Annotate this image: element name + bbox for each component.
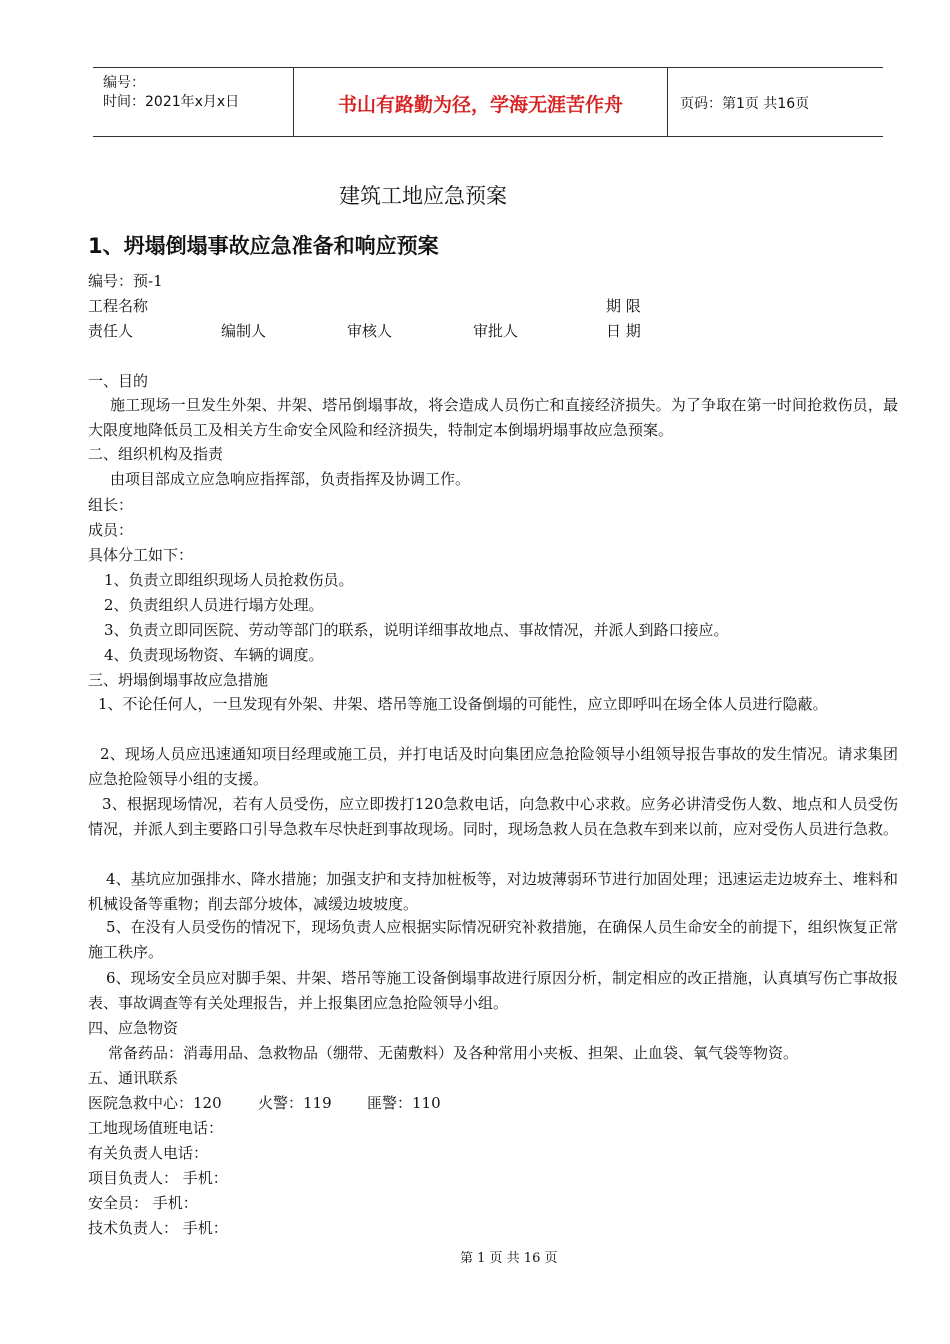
meta-row-1 — [88, 295, 898, 316]
term-label: 期 限 — [606, 297, 641, 315]
duty-2: 2、负责组织人员进行塌方处理。 — [104, 596, 324, 614]
hospital-number: 医院急救中心：120 — [88, 1094, 222, 1112]
measure-5: 5、在没有人员受伤的情况下，现场负责人应根据实际情况研究补救措施，在确保人员生命安全的前提下，组织恢复正常施工秩序。 — [88, 918, 898, 961]
division-label: 具体分工如下： — [88, 546, 194, 564]
leader-label: 组长： — [88, 496, 134, 514]
editor-label: 编制人 — [221, 322, 267, 340]
site-duty-phone: 工地现场值班电话： — [88, 1119, 224, 1137]
header-cell-center — [294, 68, 668, 136]
header-cell-right — [668, 68, 883, 136]
s1-title: 一、目的 — [88, 372, 149, 390]
duty-4: 4、负责现场物资、车辆的调度。 — [104, 646, 324, 664]
measure-1: 1、不论任何人，一旦发现有外架、井架、塔吊等施工设备倒塌的可能性，应立即呼叫在场全体人员进行隐蔽。 — [98, 695, 828, 713]
date-label: 日 期 — [606, 322, 641, 340]
measure-3: 3、根据现场情况，若有人员受伤，应立即拨打120急救电话，向急救中心求救。应务必讲清受伤人数、地点和人员受伤情况，并派人到主要路口引导急救车尽快赶到事故现场。同时，现场急救人员在急救车到来以前，应对受伤人员进行急救。 — [88, 795, 899, 838]
footer-page-text: 第 1 页 共 16 页 — [460, 1251, 558, 1266]
meta-row-2 — [88, 320, 898, 341]
s2-title: 二、组织机构及指责 — [88, 445, 224, 463]
header-page-info: 页码：第1页 共16页 — [680, 96, 810, 112]
fire-number: 火警：119 — [258, 1094, 332, 1112]
section-heading: 1、坍塌倒塌事故应急准备和响应预案 — [88, 234, 439, 258]
s3-title: 三、坍塌倒塌事故应急措施 — [88, 671, 269, 689]
duty-1: 1、负责立即组织现场人员抢救伤员。 — [104, 571, 354, 589]
s4-text: 常备药品：消毒用品、急救物品（绷带、无菌敷料）及各种常用小夹板、担架、止血袋、氧气袋等物资。 — [108, 1044, 799, 1062]
duty-3: 3、负责立即同医院、劳动等部门的联系，说明详细事故地点、事故情况，并派人到路口接应。 — [104, 621, 729, 639]
document-title: 建筑工地应急预案 — [339, 184, 507, 208]
measure-6: 6、现场安全员应对脚手架、井架、塔吊等施工设备倒塌事故进行原因分析，制定相应的改正措施，认真填写伤亡事故报表、事故调查等有关处理报告，并上报集团应急抢险领导小组。 — [88, 969, 898, 1012]
measure-2: 2、现场人员应迅速通知项目经理或施工员，并打电话及时向集团应急抢险领导小组领导报告事故的发生情况。请求集团应急抢险领导小组的支援。 — [88, 745, 898, 788]
header-cell-left — [93, 68, 294, 136]
pm-phone: 项目负责人： 手机： — [88, 1169, 228, 1187]
s5-title: 五、通讯联系 — [88, 1069, 179, 1087]
members-label: 成员： — [88, 521, 134, 539]
page-footer — [0, 1247, 950, 1266]
approver-label: 审批人 — [473, 322, 519, 340]
header-motto: 书山有路勤为径，学海无涯苦作舟 — [337, 94, 623, 116]
header-number-label: 编号： — [103, 75, 145, 91]
s2-text: 由项目部成立应急响应指挥部，负责指挥及协调工作。 — [110, 470, 471, 488]
tech-phone: 技术负责人： 手机： — [88, 1219, 228, 1237]
s1-text: 施工现场一旦发生外架、井架、塔吊倒塌事故，将会造成人员伤亡和直接经济损失。为了争取在第一时间抢救伤员，最大限度地降低员工及相关方生命安全风险和经济损失，特制定本倒塌坍塌事故应急预案。 — [88, 396, 898, 439]
page-header — [93, 67, 883, 137]
header-time: 时间：2021年x月x日 — [103, 94, 240, 110]
leader-phone: 有关负责人电话： — [88, 1144, 209, 1162]
responsible-label: 责任人 — [88, 322, 134, 340]
s4-title: 四、应急物资 — [88, 1019, 179, 1037]
measure-4: 4、基坑应加强排水、降水措施；加强支护和支持加桩板等，对边坡薄弱环节进行加固处理；迅速运走边坡弃土、堆料和机械设备等重物；削去部分坡体，减缓边坡坡度。 — [88, 870, 898, 913]
project-name-label: 工程名称 — [88, 297, 149, 315]
reviewer-label: 审核人 — [347, 322, 393, 340]
police-number: 匪警：110 — [367, 1094, 441, 1112]
emergency-numbers — [88, 1092, 898, 1113]
safety-phone: 安全员： 手机： — [88, 1194, 198, 1212]
doc-number: 编号：预-1 — [88, 272, 163, 290]
